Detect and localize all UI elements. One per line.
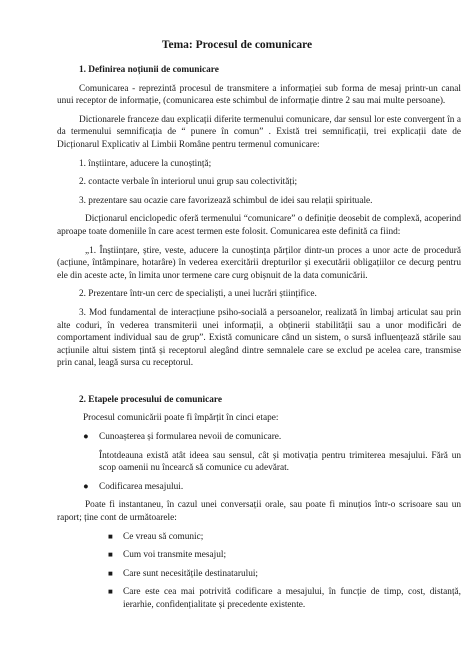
sub-bullet-text: Cum voi transmite mesajul; xyxy=(123,550,227,561)
paragraph: Poate fi instantaneu, în cazul unei conversații orale, sau poate fi minuțios într-o scrisoare sau un raport; ține cont de următoarele: xyxy=(57,500,461,524)
list-item: 1. înștiintare, aducere la cunoștință; xyxy=(79,158,212,169)
sub-bullet-item xyxy=(57,549,461,562)
paragraph: „1. Înștiințare, știre, veste, aducere la cunoștința părților dintr-un proces a unor acte de procedură (acțiune, întâmpinare, hotarâre) în vederea exercitării drepturilor și executării obligațiilor ce decurg pentru ele din aceste acte, în limita unor termene care curg obișnuit de la data comunicării. xyxy=(57,245,461,281)
sub-bullet-item xyxy=(57,586,461,611)
document-body xyxy=(57,64,461,612)
sub-bullet-text: Care sunt necesitățile destinatarului; xyxy=(123,568,259,579)
sub-bullet-text: Care este cea mai potrivită codificare a mesajului, în funcție de timp, cost, distanță, ierarhie, confidențialitate și precedente existente. xyxy=(123,587,461,610)
paragraph: Comunicarea - reprezintă procesul de transmitere a informației sub forma de mesaj printr-un canal unui receptor de informație, (comunicarea este schimbul de informație dintre 2 sau mai multe persoane). xyxy=(57,83,461,107)
bullet-icon: ● xyxy=(83,432,89,443)
paragraph: Dicționarul enciclopedic oferă termenului “comunicare” o definiție deosebit de complexă, acoperind aproape toate domeniile în care acest termen este folosit. Comunicarea este definită ca fiind: xyxy=(57,214,461,237)
paragraph: Întotdeauna există atât ideea sau sensul, cât și motivația pentru trimiterea mesajului. Fără un scop oamenii nu încearcă să comunice cu adevărat. xyxy=(99,450,461,474)
list-item: 3. prezentare sau ocazie care favorizează schimbul de idei sau relații spirituale. xyxy=(79,195,373,206)
square-bullet-icon: ■ xyxy=(108,568,113,578)
bullet-text: Codificarea mesajului. xyxy=(99,481,184,492)
section-2-heading: 2. Etapele procesului de comunicare xyxy=(79,394,222,405)
square-bullet-icon: ■ xyxy=(108,550,113,560)
sub-bullet-item xyxy=(57,568,461,581)
bullet-item xyxy=(57,481,461,494)
list-item: 2. contacte verbale în interiorul unui grup sau colectivități; xyxy=(79,177,298,188)
bullet-item xyxy=(57,431,461,444)
paragraph: Procesul comunicării poate fi împărțit în cinci etape: xyxy=(83,413,279,424)
list-item: 2. Prezentare într-un cerc de specialiști, a unei lucrări științifice. xyxy=(79,289,317,300)
bullet-text: Cunoașterea și formularea nevoii de comunicare. xyxy=(99,432,282,443)
sub-bullet-item xyxy=(57,531,461,544)
bullet-icon: ● xyxy=(83,481,89,492)
square-bullet-icon: ■ xyxy=(108,587,113,597)
paragraph: Dictionarele franceze dau explicații diferite termenului comunicare, dar sensul lor este convergent în a da termenului semnificația de “ punere în comun” . Există trei semnificații, trei explicații date de Dicționarul Explicativ al Limbii Române pentru termenul comunicare: xyxy=(57,114,461,150)
sub-bullet-text: Ce vreau să comunic; xyxy=(123,531,204,542)
document-title: Tema: Procesul de comunicare xyxy=(161,39,313,51)
square-bullet-icon: ■ xyxy=(108,531,113,541)
paragraph: 3. Mod fundamental de interacțiune psiho-socială a persoanelor, realizată în limbaj articulat sau prin alte coduri, în vederea transmiterii unei informații, a obținerii stabilității sau a unor modificări de comportament individual sau de grup”. Există comunicare când un sistem, o sursă influențează stările sau acțiunile altui sistem țintă și receptorul alegând dintre semnalele care se exclud pe acelea care, transmise prin canal, leagă sursa cu receptorul. xyxy=(57,307,461,369)
section-1-heading: 1. Definirea noțiunii de comunicare xyxy=(79,65,219,75)
